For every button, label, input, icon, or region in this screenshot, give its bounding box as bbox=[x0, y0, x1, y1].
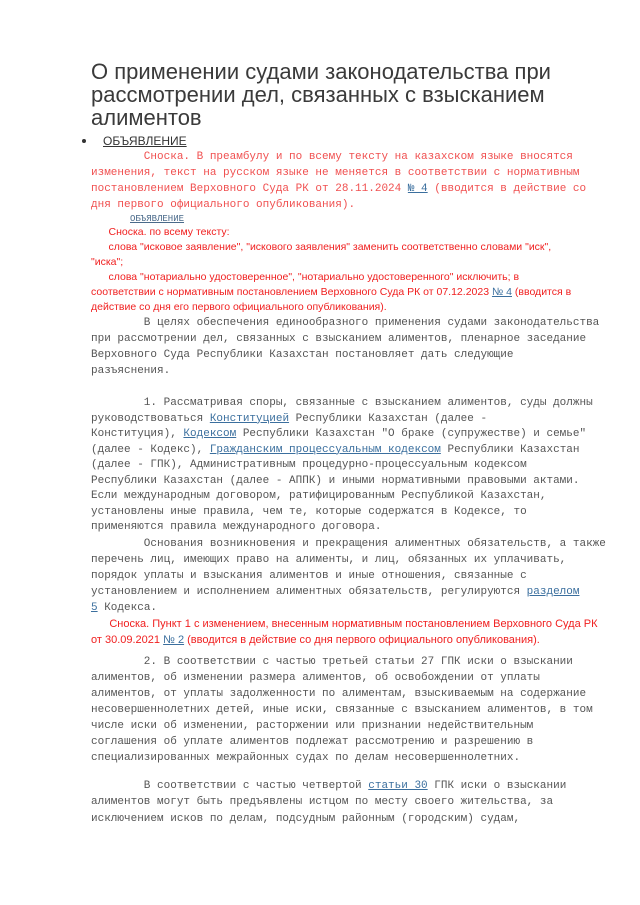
text-segment: дня первого официального опубликования). bbox=[91, 199, 356, 211]
text-line bbox=[91, 686, 621, 702]
text-segment: (далее - Кодекс), bbox=[91, 443, 210, 456]
text-segment: ГПК иски о взыскании bbox=[427, 779, 567, 792]
text-line bbox=[91, 300, 621, 315]
text-segment: слова "нотариально удостоверенное", "нотариально удостоверенного" исключить; в bbox=[91, 271, 520, 283]
text-line bbox=[91, 568, 621, 584]
text-segment: соответствии с нормативным постановлением Верховного Суда РК от 07.12.2023 bbox=[91, 286, 492, 298]
text-line bbox=[91, 443, 621, 459]
text-segment: Конституция), bbox=[91, 428, 184, 440]
text-segment: 1. Рассматривая споры, связанные с взысканием алиментов, суды должны bbox=[91, 397, 593, 409]
text-segment: алиментов, об изменении размера алиментов, об освобождении от уплаты bbox=[91, 671, 540, 684]
text-segment: Основания возникновения и прекращения алиментных обязательств, а также bbox=[91, 537, 606, 550]
document-link[interactable]: № 4 bbox=[491, 286, 512, 298]
text-line bbox=[91, 552, 621, 568]
text-line bbox=[91, 396, 621, 412]
text-segment: Республики Казахстан bbox=[440, 443, 580, 456]
text-line bbox=[91, 670, 621, 686]
text-line bbox=[91, 750, 621, 766]
text-line bbox=[91, 181, 621, 197]
text-segment: В целях обеспечения единообразного применения судами законодательства bbox=[91, 317, 600, 329]
text-line bbox=[91, 616, 621, 632]
text-segment: при рассмотрении дел, связанных с взысканием алиментов, пленарное заседание bbox=[91, 333, 587, 345]
text-line bbox=[91, 778, 621, 795]
announcement-link[interactable]: ОБЪЯВЛЕНИЕ bbox=[103, 134, 187, 148]
document-link[interactable]: Кодексом bbox=[183, 428, 237, 440]
text-line bbox=[91, 315, 621, 331]
bullet-icon bbox=[82, 139, 86, 143]
text-segment: алиментов могут быть предъявлены истцом по месту своего жительства, за bbox=[91, 796, 554, 808]
text-line bbox=[91, 331, 621, 347]
text-segment: Сноска. В преамбулу и по всему тексту на казахском языке вносятся bbox=[91, 151, 573, 163]
text-line bbox=[91, 794, 621, 811]
text-segment: специализированных межрайонных судах по делам несовершеннолетних. bbox=[91, 751, 521, 764]
text-line bbox=[91, 489, 621, 505]
text-line bbox=[91, 811, 621, 828]
text-line bbox=[91, 734, 621, 750]
text-segment: постановлением Верховного Суда РК от 28.11.2024 bbox=[91, 183, 408, 195]
text-line bbox=[91, 149, 621, 165]
footnote-item-1 bbox=[91, 616, 621, 648]
intro-paragraph bbox=[91, 315, 621, 379]
item-2-jurisdiction-paragraph bbox=[91, 778, 621, 828]
text-segment: установлением и исполнением алиментных обязательств, регулируются bbox=[91, 585, 527, 598]
document-link[interactable]: № 2 bbox=[163, 633, 185, 646]
text-segment: Если международным договором, ратифицированным Республикой Казахстан, bbox=[91, 490, 547, 502]
page-title: О применении судами законодательства при рассмотрении дел, связанных с взысканием алиментов bbox=[91, 59, 551, 130]
text-line bbox=[91, 347, 621, 363]
text-line bbox=[91, 363, 621, 379]
text-segment: действие со дня его первого официального опубликования). bbox=[91, 301, 387, 313]
text-line bbox=[91, 520, 621, 536]
document-link[interactable]: 5 bbox=[91, 601, 98, 614]
text-segment: порядок уплаты и взыскания алиментов и иные отношения, связанные с bbox=[91, 569, 527, 582]
text-line bbox=[91, 197, 621, 213]
text-line bbox=[91, 584, 621, 600]
text-line bbox=[91, 536, 621, 552]
text-line bbox=[91, 474, 621, 490]
text-segment: изменения, текст на русском языке не меняется в соответствии с нормативным bbox=[91, 167, 580, 179]
item-1-paragraph bbox=[91, 396, 621, 536]
announcement-small-link[interactable]: ОБЪЯВЛЕНИЕ bbox=[130, 214, 185, 224]
announcement-item[interactable] bbox=[82, 133, 621, 149]
text-segment: исключением исков по делам, подсудным районным (городским) судам, bbox=[91, 812, 521, 825]
text-segment: (вводится в действие со bbox=[427, 183, 587, 195]
text-segment: (вводится в действие со дня первого официального опубликования). bbox=[184, 633, 540, 646]
text-segment: Республики Казахстан (далее - АППК) и иными нормативными правовыми актами. bbox=[91, 474, 580, 487]
text-segment: руководствоваться bbox=[91, 412, 210, 425]
text-segment: (вводится в bbox=[512, 286, 572, 298]
document-link[interactable]: Конституцией bbox=[209, 412, 290, 425]
text-segment: 2. В соответствии с частью третьей статьи 27 ГПК иски о взыскании bbox=[91, 655, 573, 668]
text-segment: (далее - ГПК), Административным процедурно-процессуальным кодексом bbox=[91, 459, 527, 471]
text-segment: разъяснения. bbox=[91, 365, 171, 377]
text-line bbox=[91, 255, 621, 270]
text-segment: Сноска. Пункт 1 с изменением, внесенным нормативным постановлением Верховного Суда РК bbox=[91, 617, 598, 630]
text-segment: Сноска. по всему тексту: bbox=[91, 226, 230, 238]
text-segment: от 30.09.2021 bbox=[91, 633, 164, 646]
text-segment: установлены иные правила, чем те, которые содержатся в Кодексе, то bbox=[91, 505, 527, 518]
document-link[interactable]: разделом bbox=[526, 585, 580, 598]
text-line bbox=[91, 412, 621, 428]
text-line bbox=[91, 702, 621, 718]
text-segment: "иска"; bbox=[91, 256, 124, 268]
text-line bbox=[91, 458, 621, 474]
document-link[interactable]: № 4 bbox=[407, 183, 428, 195]
text-segment: Республики Казахстан (далее - bbox=[289, 412, 488, 425]
text-line bbox=[91, 225, 621, 240]
text-line bbox=[91, 505, 621, 521]
text-segment: числе иски об изменении, расторжении или признании недействительным bbox=[91, 719, 534, 732]
text-segment: несовершеннолетних детей, иные иски, связанные с взысканием алиментов, в том bbox=[91, 703, 593, 716]
text-segment: слова "исковое заявление", "искового заявления" заменить соответственно словами "иск", bbox=[91, 241, 552, 253]
text-line bbox=[91, 427, 621, 443]
text-segment: алиментов, от уплаты задолженности по алиментам, взыскиваемым на содержание bbox=[91, 687, 587, 700]
text-segment: соглашения об уплате алиментов подлежат рассмотрению и разрешению в bbox=[91, 735, 534, 748]
text-segment: Кодекса. bbox=[97, 601, 158, 614]
text-segment: Верховного Суда Республики Казахстан постановляет дать следующие bbox=[91, 349, 514, 361]
text-segment: В соответствии с частью четвертой bbox=[91, 779, 369, 792]
text-segment: Республики Казахстан "О браке (супружестве) и семье" bbox=[236, 428, 587, 440]
text-line bbox=[91, 718, 621, 734]
text-line bbox=[91, 632, 621, 648]
text-line bbox=[91, 165, 621, 181]
text-segment: применяются правила международного договора. bbox=[91, 521, 382, 533]
item-2-paragraph bbox=[91, 654, 621, 766]
item-1-grounds-paragraph bbox=[91, 536, 621, 616]
text-line bbox=[91, 600, 621, 616]
document-link[interactable]: статьи 30 bbox=[368, 779, 428, 792]
text-line bbox=[91, 285, 621, 300]
footnote-all-text bbox=[91, 225, 621, 315]
document-link[interactable]: Гражданским процессуальным кодексом bbox=[209, 443, 441, 456]
text-line bbox=[91, 270, 621, 285]
text-line bbox=[91, 654, 621, 670]
text-line bbox=[91, 240, 621, 255]
footnote-kazakh-text bbox=[91, 149, 621, 213]
text-segment: перечень лиц, имеющих право на алименты, и лиц, обязанных их уплачивать, bbox=[91, 553, 567, 566]
